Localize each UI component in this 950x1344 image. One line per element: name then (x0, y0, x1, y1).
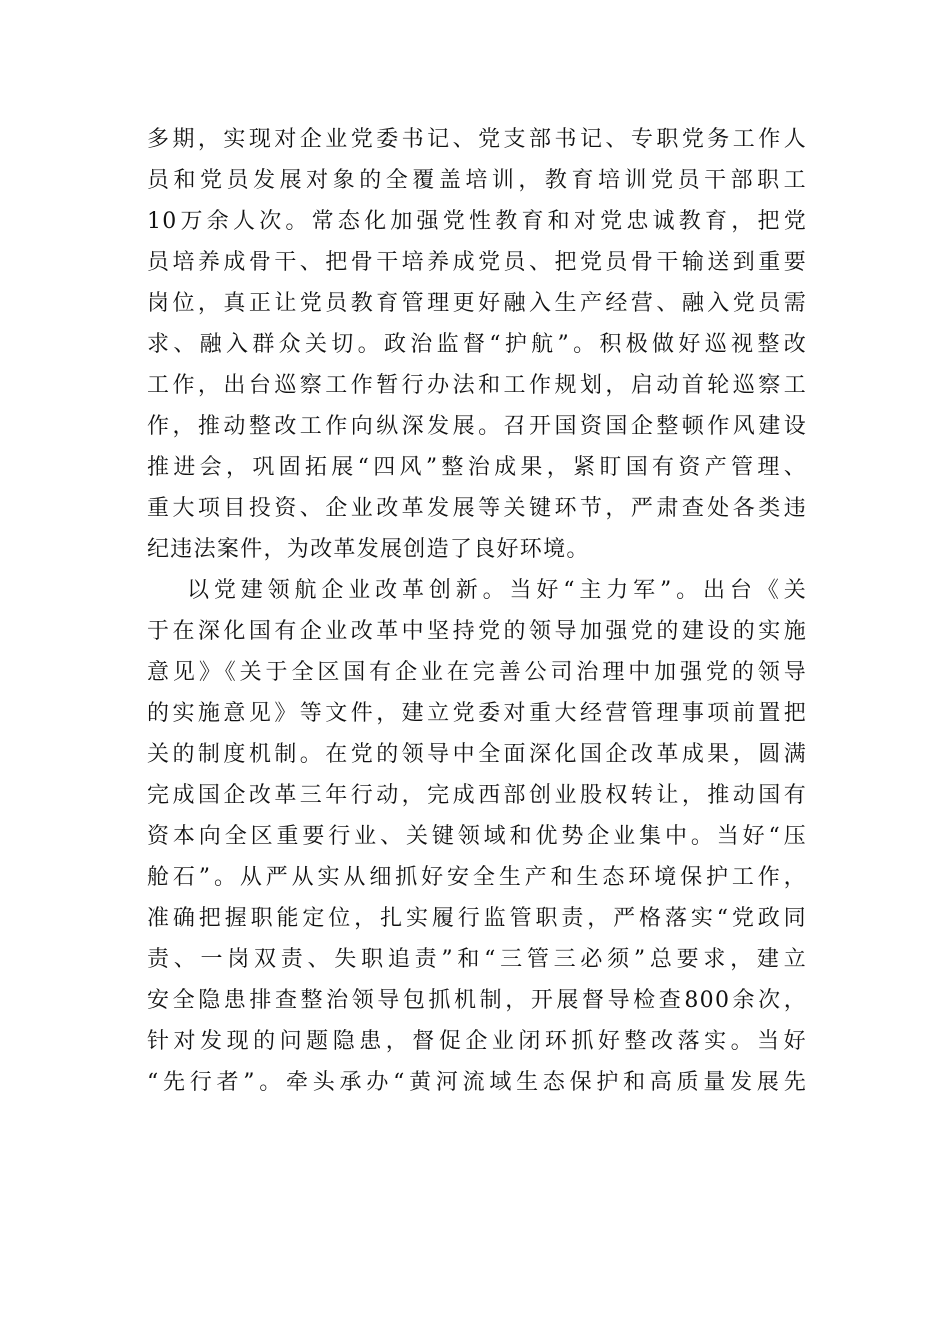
paragraph-1-line-5: 岗位，真正让党员教育管理更好融入生产经营、融入党员需 (147, 291, 807, 316)
paragraph-1-line-2: 员和党员发展对象的全覆盖培训，教育培训党员干部职工 (147, 168, 807, 193)
paragraph-1-line-11: 纪违法案件，为改革发展创造了良好环境。 (147, 537, 590, 562)
paragraph-2-line-4: 的实施意见》等文件，建立党委对重大经营管理事项前置把 (147, 701, 807, 726)
paragraph-2-line-13: “先行者”。牵头承办“黄河流域生态保护和高质量发展先 (147, 1070, 807, 1095)
paragraph-2-line-2: 于在深化国有企业改革中坚持党的领导加强党的建设的实施 (147, 619, 807, 644)
paragraph-1-line-1: 多期，实现对企业党委书记、党支部书记、专职党务工作人 (147, 127, 807, 152)
paragraph-1-line-4: 员培养成骨干、把骨干培养成党员、把党员骨干输送到重要 (147, 250, 807, 275)
paragraph-2-line-3: 意见》《关于全区国有企业在完善公司治理中加强党的领导 (147, 660, 807, 685)
paragraph-2-line-7: 资本向全区重要行业、关键领域和优势企业集中。当好“压 (147, 824, 807, 849)
paragraph-2-line-6: 完成国企改革三年行动，完成西部创业股权转让，推动国有 (147, 783, 807, 808)
paragraph-1-line-6: 求、融入群众关切。政治监督“护航”。积极做好巡视整改 (147, 332, 807, 357)
paragraph-2-line-9: 准确把握职能定位，扎实履行监管职责，严格落实“党政同 (147, 906, 807, 931)
paragraph-2-line-1: 以党建领航企业改革创新。当好“主力军”。出台《关 (187, 578, 807, 603)
paragraph-2-line-10: 责、一岗双责、失职追责”和“三管三必须”总要求，建立 (147, 947, 807, 972)
paragraph-1-line-10: 重大项目投资、企业改革发展等关键环节，严肃查处各类违 (147, 496, 807, 521)
paragraph-1-line-3: 10万余人次。常态化加强党性教育和对党忠诚教育，把党 (147, 209, 807, 234)
paragraph-1-line-9: 推进会，巩固拓展“四风”整治成果，紧盯国有资产管理、 (147, 455, 807, 480)
paragraph-2-line-5: 关的制度机制。在党的领导中全面深化国企改革成果，圆满 (147, 742, 807, 767)
paragraph-2-line-11: 安全隐患排查整治领导包抓机制，开展督导检查800余次， (147, 988, 807, 1013)
paragraph-2-line-12: 针对发现的问题隐患，督促企业闭环抓好整改落实。当好 (147, 1029, 807, 1054)
paragraph-1-line-8: 作，推动整改工作向纵深发展。召开国资国企整顿作风建设 (147, 414, 807, 439)
paragraph-1-line-7: 工作，出台巡察工作暂行办法和工作规划，启动首轮巡察工 (147, 373, 807, 398)
paragraph-2-line-8: 舱石”。从严从实从细抓好安全生产和生态环境保护工作， (147, 865, 807, 890)
